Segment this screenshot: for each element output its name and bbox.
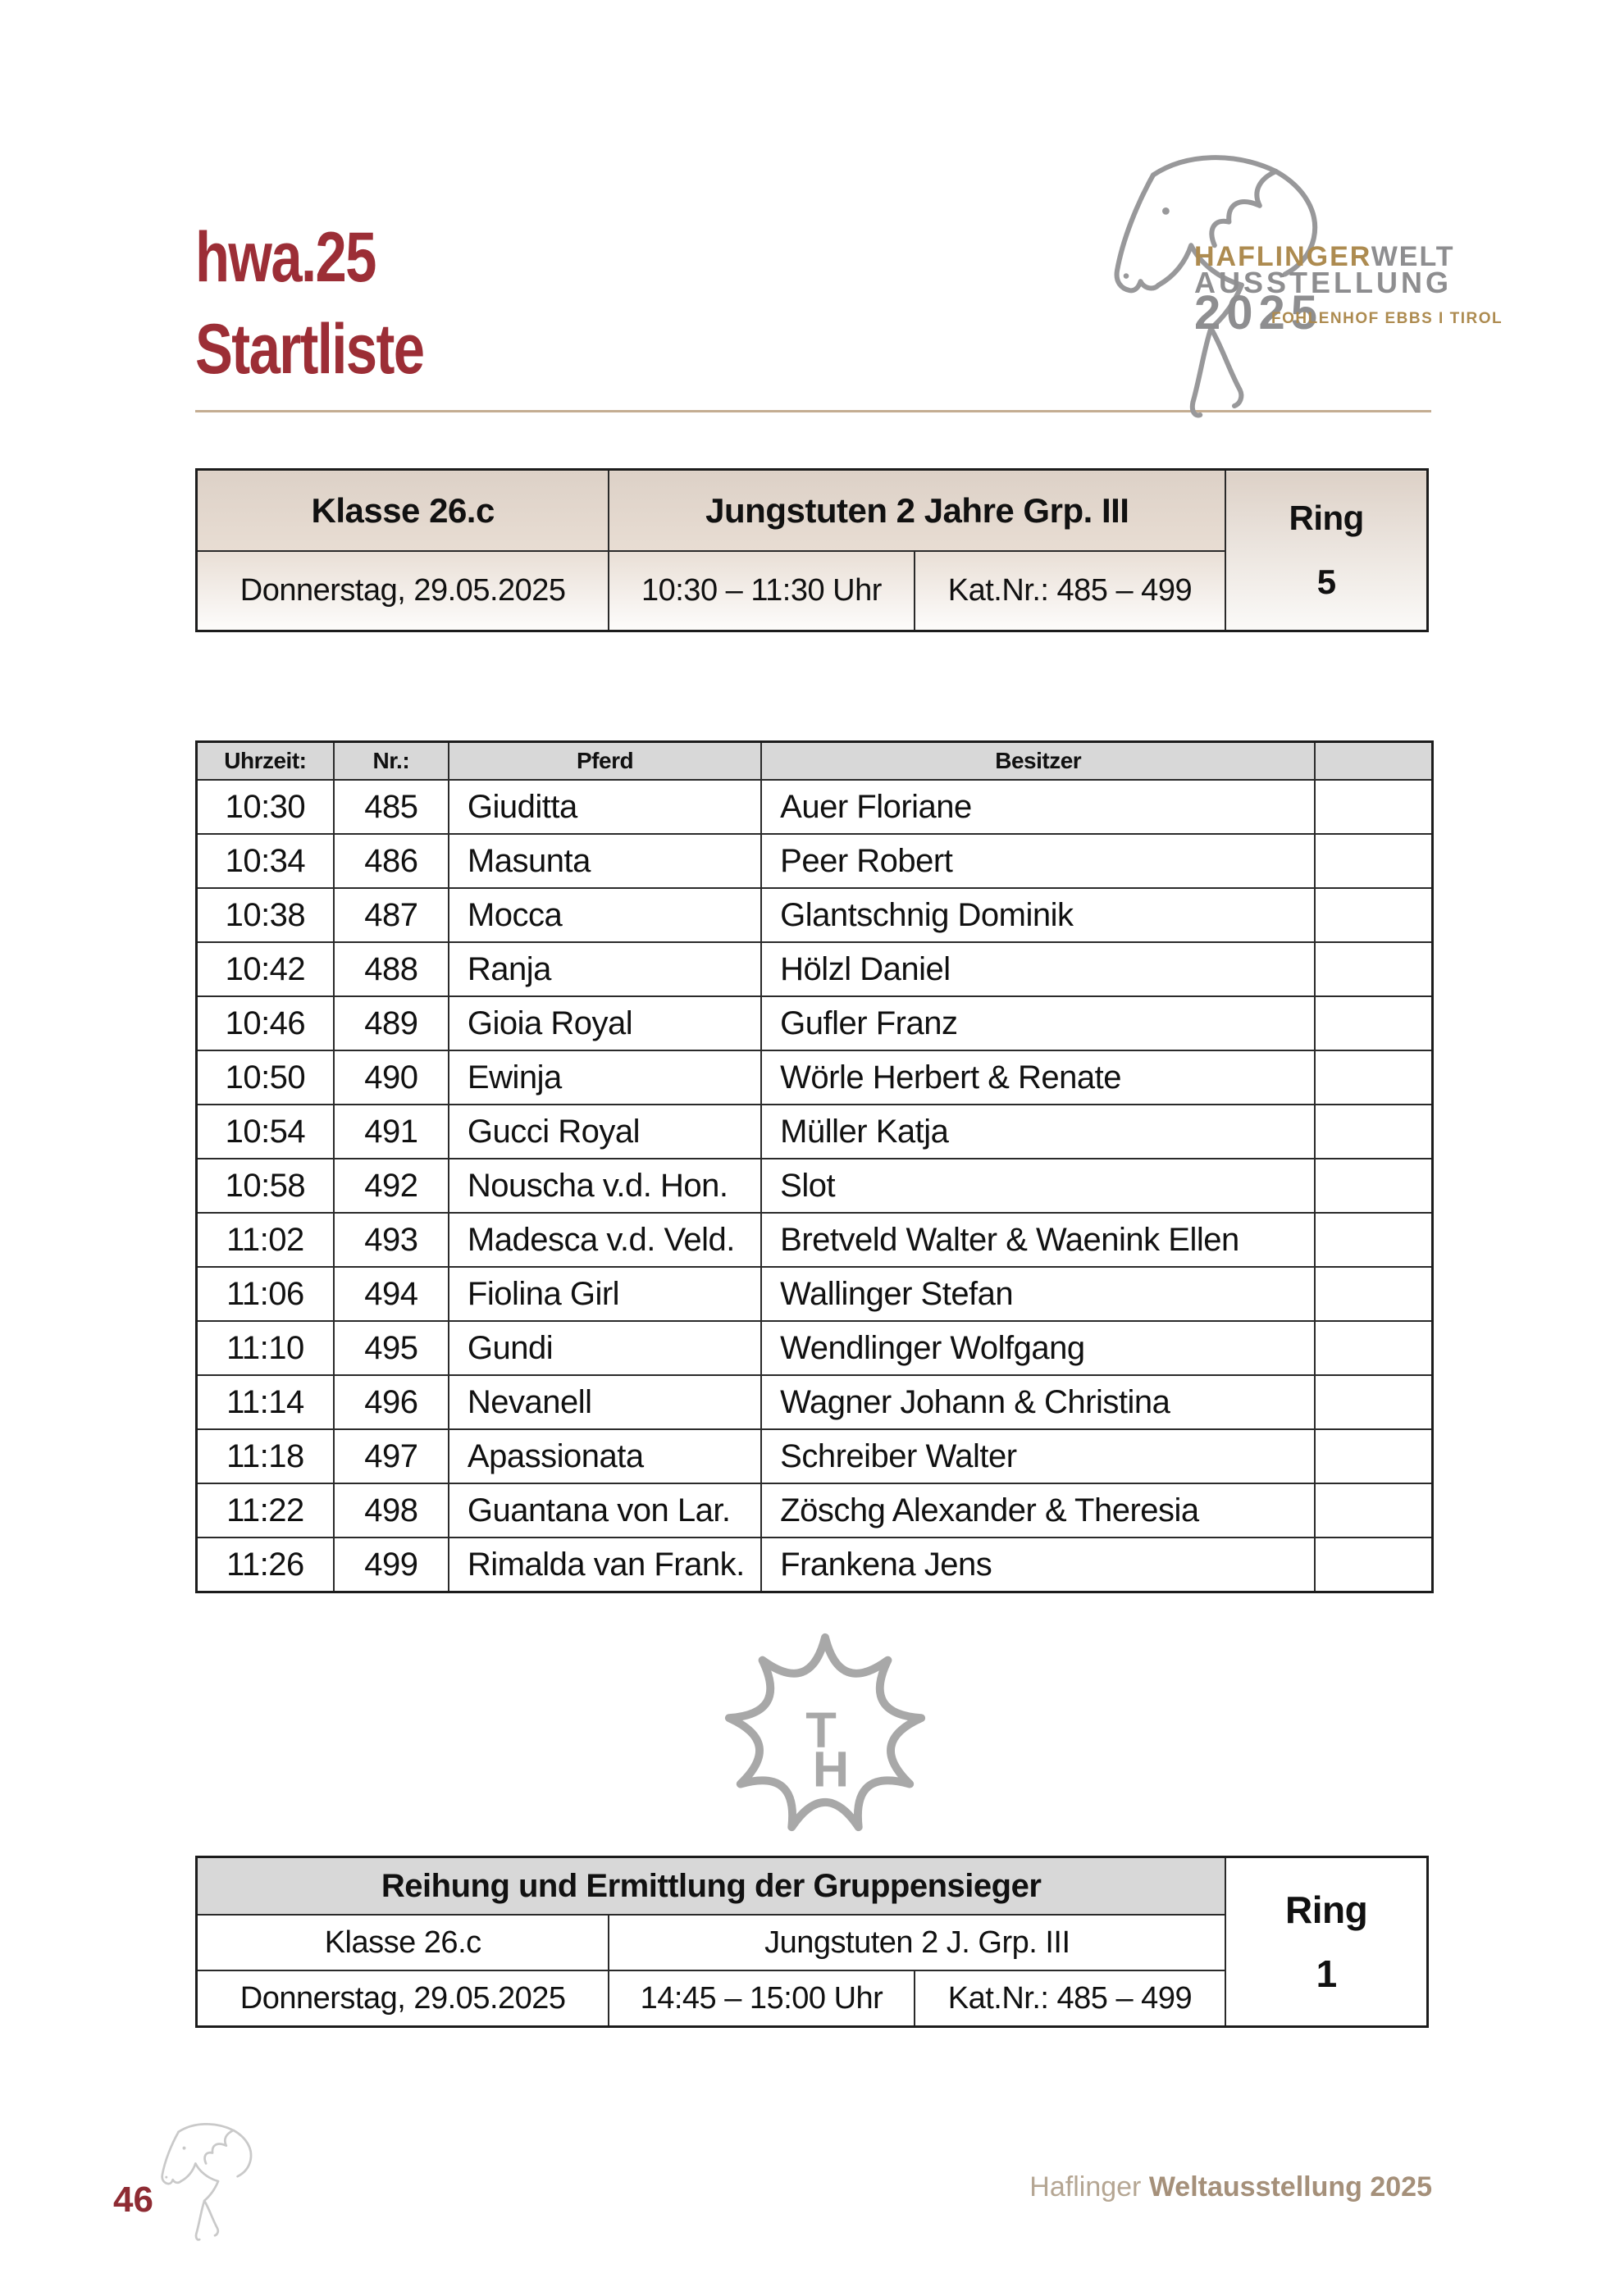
page-title (195, 212, 423, 395)
empty-cell (1315, 1321, 1432, 1375)
catalog-number: 488 (334, 942, 449, 996)
owner-name: Wallinger Stefan (761, 1267, 1315, 1321)
footer-horse-icon (154, 2112, 276, 2262)
logo-word-haflinger: HAFLINGER (1194, 241, 1371, 272)
start-time: 10:42 (197, 942, 334, 996)
table-row (197, 1159, 1433, 1213)
ring-label: Ring (1289, 499, 1364, 537)
start-time: 10:50 (197, 1050, 334, 1105)
start-time: 11:26 (197, 1538, 334, 1592)
empty-cell (1315, 942, 1432, 996)
empty-cell (1315, 1375, 1432, 1429)
table-row (197, 888, 1433, 942)
owner-name: Wendlinger Wolfgang (761, 1321, 1315, 1375)
catalog-number: 491 (334, 1105, 449, 1159)
ranking-ring (1225, 1857, 1427, 2027)
empty-cell (1315, 834, 1432, 888)
table-row (197, 1483, 1433, 1538)
session-date: Donnerstag, 29.05.2025 (197, 551, 609, 631)
table-row (197, 1538, 1433, 1592)
logo-year: 2025 (1194, 286, 1324, 339)
horse-name: Masunta (449, 834, 761, 888)
start-time: 11:22 (197, 1483, 334, 1538)
table-row (197, 1050, 1433, 1105)
empty-cell (1315, 1267, 1432, 1321)
ring-number: 1 (1316, 1952, 1337, 1995)
horse-name: Madesca v.d. Veld. (449, 1213, 761, 1267)
col-header-horse: Pferd (449, 742, 761, 781)
monogram-t: T (805, 1702, 837, 1759)
horse-name: Giuditta (449, 780, 761, 834)
table-row (197, 996, 1433, 1050)
page-title-line1: hwa.25 (195, 218, 376, 297)
table-row (197, 1375, 1433, 1429)
ranking-header: Reihung und Ermittlung der Gruppensieger (197, 1857, 1226, 1916)
start-time: 10:34 (197, 834, 334, 888)
empty-cell (1315, 996, 1432, 1050)
start-time: 11:02 (197, 1213, 334, 1267)
start-time: 11:18 (197, 1429, 334, 1483)
owner-name: Wagner Johann & Christina (761, 1375, 1315, 1429)
ranking-kat: Kat.Nr.: 485 – 499 (915, 1970, 1226, 2027)
catalog-number: 494 (334, 1267, 449, 1321)
ranking-date: Donnerstag, 29.05.2025 (197, 1970, 609, 2027)
catalog-number: 495 (334, 1321, 449, 1375)
startlist-body (197, 780, 1433, 1592)
owner-name: Gufler Franz (761, 996, 1315, 1050)
col-header-time: Uhrzeit: (197, 742, 334, 781)
horse-name: Nevanell (449, 1375, 761, 1429)
table-row (197, 942, 1433, 996)
ranking-table (195, 1856, 1429, 2028)
catalog-number: 486 (334, 834, 449, 888)
owner-name: Peer Robert (761, 834, 1315, 888)
empty-cell (1315, 1105, 1432, 1159)
horse-name: Ranja (449, 942, 761, 996)
empty-cell (1315, 1538, 1432, 1592)
horse-name: Ewinja (449, 1050, 761, 1105)
empty-cell (1315, 1050, 1432, 1105)
session-time: 10:30 – 11:30 Uhr (609, 551, 914, 631)
catalog-number: 497 (334, 1429, 449, 1483)
owner-name: Slot (761, 1159, 1315, 1213)
startlist-table (195, 740, 1434, 1593)
session-class: Klasse 26.c (197, 470, 609, 552)
catalog-number: 499 (334, 1538, 449, 1592)
table-row (197, 1105, 1433, 1159)
owner-name: Bretveld Walter & Waenink Ellen (761, 1213, 1315, 1267)
col-header-nr: Nr.: (334, 742, 449, 781)
owner-name: Frankena Jens (761, 1538, 1315, 1592)
horse-name: Nouscha v.d. Hon. (449, 1159, 761, 1213)
horse-name: Gioia Royal (449, 996, 761, 1050)
start-time: 10:30 (197, 780, 334, 834)
owner-name: Auer Floriane (761, 780, 1315, 834)
horse-name: Apassionata (449, 1429, 761, 1483)
empty-cell (1315, 888, 1432, 942)
start-time: 11:10 (197, 1321, 334, 1375)
owner-name: Müller Katja (761, 1105, 1315, 1159)
catalog-number: 492 (334, 1159, 449, 1213)
start-time: 10:58 (197, 1159, 334, 1213)
logo-word-welt: WELT (1371, 241, 1455, 272)
start-time: 10:54 (197, 1105, 334, 1159)
ranking-class: Klasse 26.c (197, 1915, 609, 1970)
ranking-time: 14:45 – 15:00 Uhr (609, 1970, 914, 2027)
session-row-1 (197, 470, 1428, 552)
footer-brand (1029, 2171, 1432, 2203)
session-kat: Kat.Nr.: 485 – 499 (915, 551, 1226, 631)
empty-cell (1315, 1213, 1432, 1267)
footer-brand-light: Haflinger (1029, 2171, 1142, 2203)
empty-cell (1315, 780, 1432, 834)
owner-name: Zöschg Alexander & Theresia (761, 1483, 1315, 1538)
catalog-number: 487 (334, 888, 449, 942)
footer-brand-bold: Weltausstellung 2025 (1148, 2171, 1432, 2203)
start-time: 10:46 (197, 996, 334, 1050)
page-number: 46 (113, 2180, 153, 2220)
ranking-group: Jungstuten 2 J. Grp. III (609, 1915, 1225, 1970)
edelweiss-brand-icon (715, 1625, 935, 1845)
start-time: 10:38 (197, 888, 334, 942)
page-title-line2: Startliste (195, 310, 424, 389)
ring-number: 5 (1316, 563, 1336, 601)
session-group: Jungstuten 2 Jahre Grp. III (609, 470, 1225, 552)
col-header-owner: Besitzer (761, 742, 1315, 781)
table-row (197, 780, 1433, 834)
event-logo (1099, 130, 1503, 474)
table-row (197, 1213, 1433, 1267)
catalog-number: 498 (334, 1483, 449, 1538)
empty-cell (1315, 1429, 1432, 1483)
monogram-h: H (812, 1741, 850, 1798)
owner-name: Schreiber Walter (761, 1429, 1315, 1483)
table-row (197, 1267, 1433, 1321)
catalog-number: 485 (334, 780, 449, 834)
table-row (197, 1321, 1433, 1375)
empty-cell (1315, 1159, 1432, 1213)
owner-name: Hölzl Daniel (761, 942, 1315, 996)
catalog-number: 496 (334, 1375, 449, 1429)
session-ring (1225, 470, 1427, 631)
owner-name: Glantschnig Dominik (761, 888, 1315, 942)
owner-name: Wörle Herbert & Renate (761, 1050, 1315, 1105)
startlist-header-row (197, 742, 1433, 781)
logo-word-ausstellung: AUSSTELLUNG (1194, 266, 1452, 299)
logo-venue: FOHLENHOF EBBS I TIROL (1271, 310, 1503, 327)
catalog-number: 493 (334, 1213, 449, 1267)
start-time: 11:14 (197, 1375, 334, 1429)
horse-name: Gucci Royal (449, 1105, 761, 1159)
catalog-number: 489 (334, 996, 449, 1050)
horse-name: Gundi (449, 1321, 761, 1375)
empty-cell (1315, 1483, 1432, 1538)
horse-name: Fiolina Girl (449, 1267, 761, 1321)
ranking-header-row (197, 1857, 1428, 1916)
table-row (197, 834, 1433, 888)
table-row (197, 1429, 1433, 1483)
session-table (195, 468, 1429, 632)
col-header-extra (1315, 742, 1432, 781)
catalog-number: 490 (334, 1050, 449, 1105)
ring-label: Ring (1285, 1888, 1368, 1931)
start-time: 11:06 (197, 1267, 334, 1321)
horse-name: Rimalda van Frank. (449, 1538, 761, 1592)
horse-name: Guantana von Lar. (449, 1483, 761, 1538)
horse-name: Mocca (449, 888, 761, 942)
